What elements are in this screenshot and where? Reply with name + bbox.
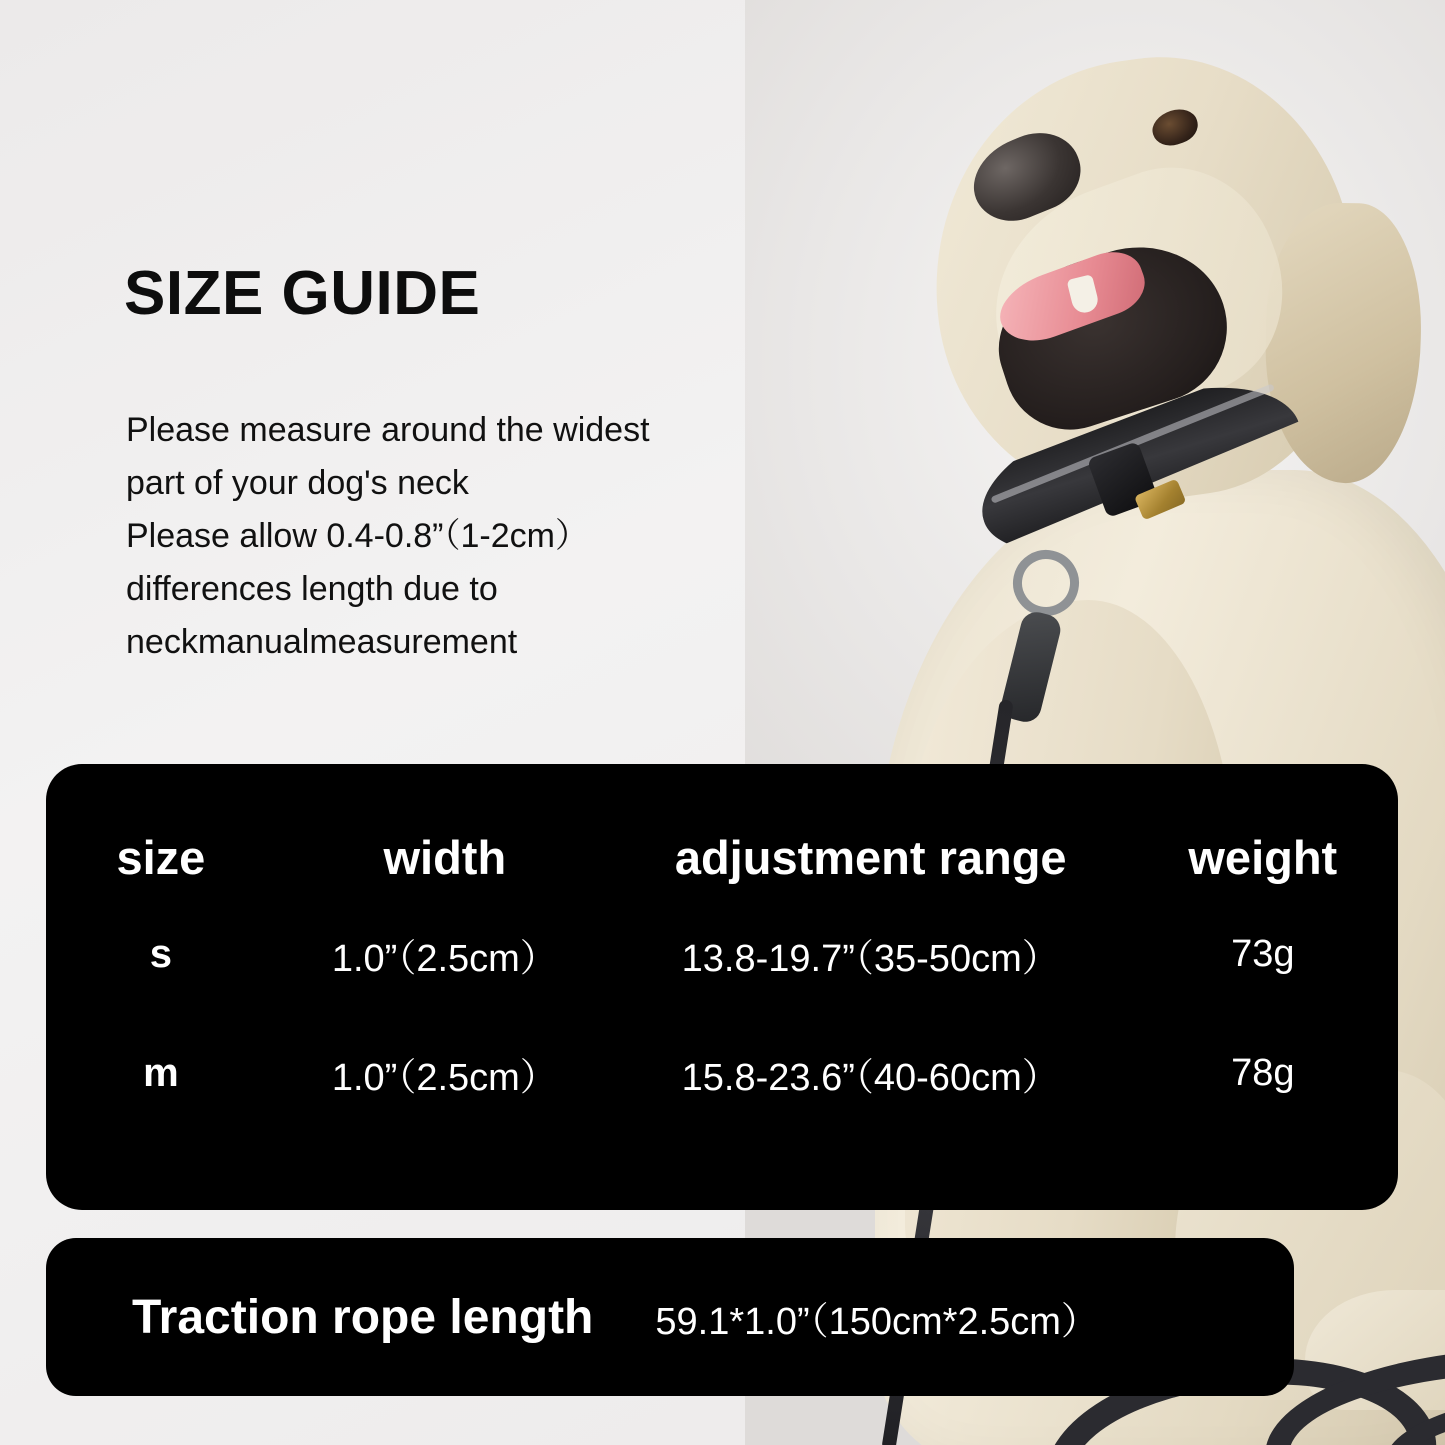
- cell-size-s: s: [149, 932, 173, 976]
- instruction-line-2: part of your dog's neck: [126, 464, 469, 502]
- header-weight: weight: [1188, 831, 1338, 884]
- traction-rope-value: 59.1*1.0”（150cm*2.5cm）: [655, 1300, 1099, 1343]
- size-table-body: [46, 895, 1398, 1133]
- cell-width-m: 1.0”（2.5cm）: [331, 1057, 558, 1099]
- table-row: [46, 1014, 1398, 1133]
- instruction-line-3: Please allow 0.4-0.8”（1-2cm）: [126, 517, 589, 555]
- traction-rope-label: Traction rope length: [132, 1290, 594, 1344]
- instruction-line-1: Please measure around the widest: [126, 411, 650, 449]
- measurement-instructions: [126, 404, 846, 669]
- page-title: SIZE GUIDE: [124, 259, 481, 328]
- size-table-card: [46, 764, 1398, 1210]
- cell-size-m: m: [143, 1051, 179, 1095]
- cell-range-s: 13.8-19.7”（35-50cm）: [681, 938, 1060, 980]
- header-adjustment-range: adjustment range: [674, 831, 1067, 884]
- cell-width-s: 1.0”（2.5cm）: [331, 938, 558, 980]
- table-row: [46, 895, 1398, 1014]
- product-photo: [745, 0, 1445, 1445]
- cell-weight-m: 78g: [1231, 1052, 1295, 1094]
- size-table-header: [46, 764, 1398, 895]
- cell-range-m: 15.8-23.6”（40-60cm）: [681, 1057, 1060, 1099]
- table-header-row: [46, 764, 1398, 895]
- dog-eye-shape: [1148, 104, 1202, 151]
- header-width: width: [383, 831, 507, 884]
- traction-rope-card: [46, 1238, 1294, 1396]
- instruction-line-4: differences length due to: [126, 570, 498, 608]
- header-size: size: [116, 831, 206, 884]
- cell-weight-s: 73g: [1231, 933, 1295, 975]
- size-table: [46, 764, 1398, 1133]
- instruction-line-5: neckmanualmeasurement: [126, 623, 518, 661]
